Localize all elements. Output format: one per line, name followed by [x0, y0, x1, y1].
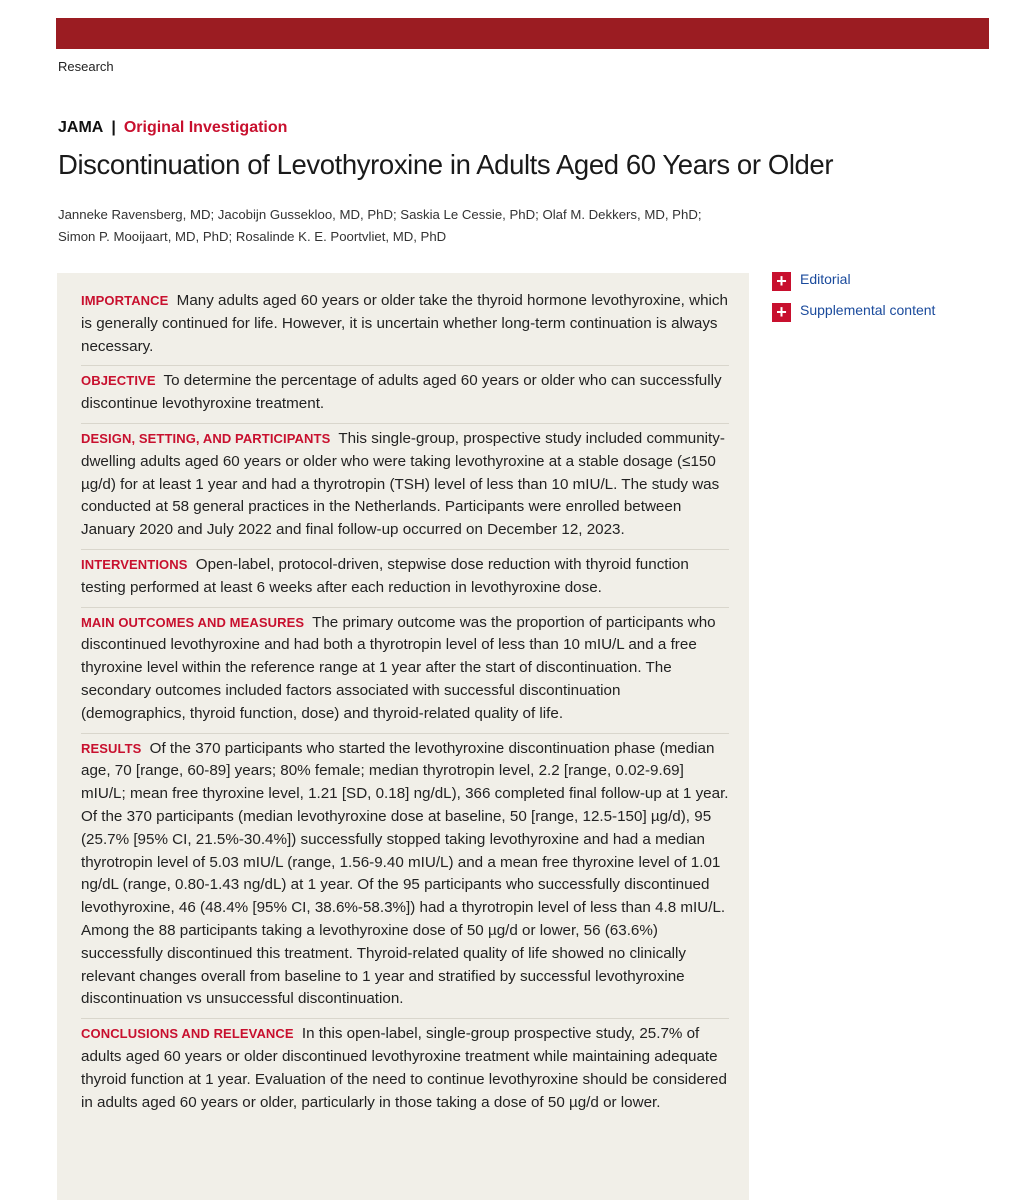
abstract-content [81, 290, 729, 1125]
abstract-interventions [81, 554, 729, 608]
editorial-link-label: Editorial [800, 271, 851, 287]
section-label: Research [58, 59, 114, 74]
author-list [58, 204, 758, 248]
abstract-results [81, 738, 729, 1020]
abstract-box [57, 273, 749, 1200]
abstract-heading: INTERVENTIONS [81, 556, 188, 572]
abstract-outcomes [81, 612, 729, 734]
abstract-objective [81, 370, 729, 424]
abstract-heading: MAIN OUTCOMES AND MEASURES [81, 614, 305, 630]
authors-line-1: Janneke Ravensberg, MD; Jacobijn Gussekloo, MD, PhD; Saskia Le Cessie, PhD; Olaf M. Dekkers, MD, PhD; [58, 207, 702, 222]
plus-icon: + [772, 303, 791, 322]
abstract-heading: DESIGN, SETTING, AND PARTICIPANTS [81, 430, 331, 446]
editorial-link[interactable] [772, 268, 935, 290]
authors-line-2: Simon P. Mooijaart, MD, PhD; Rosalinde K. E. Poortvliet, MD, PhD [58, 229, 447, 244]
abstract-text: Many adults aged 60 years or older take the thyroid hormone levothyroxine, which is generally continued for life. However, it is uncertain whether long-term continuation is always necessary. [81, 292, 728, 355]
abstract-conclusions [81, 1023, 729, 1121]
abstract-text: This single-group, prospective study included community-dwelling adults aged 60 years or older who were taking levothyroxine at a stable dosage (≤150 µg/d) for at least 1 year and had a thyrotropin (TSH) level of less than 10 mIU/L. The study was conducted at 58 general practices in the Netherlands. Participants were enrolled between January 2020 and July 2022 and final follow-up occurred on December 12, 2023. [81, 429, 725, 539]
abstract-text: In this open-label, single-group prospective study, 25.7% of adults aged 60 years or older discontinued levothyroxine treatment while maintaining adequate thyroid function at 1 year. Evaluation of the need to continue levothyroxine should be considered in adults aged 60 years or older, particularly in those taking a dose of 50 µg/d or lower. [81, 1025, 727, 1111]
supplemental-link-label: Supplemental content [800, 302, 936, 318]
abstract-text: Open-label, protocol-driven, stepwise dose reduction with thyroid function testing performed at least 6 weeks after each reduction in levothyroxine dose. [81, 555, 689, 596]
abstract-design [81, 428, 729, 550]
kicker-separator: | [111, 119, 116, 136]
abstract-heading: CONCLUSIONS AND RELEVANCE [81, 1026, 294, 1042]
abstract-text: The primary outcome was the proportion of participants who discontinued levothyroxine and had both a thyrotropin level of less than 10 mIU/L and a free thyroxine level within the reference range at 1 year after the start of discontinuation. The secondary outcomes included factors associated with successful discontinuation (demographics, thyroid function, dose) and thyroid-related quality of life. [81, 613, 716, 722]
article-title: Discontinuation of Levothyroxine in Adults Aged 60 Years or Older [58, 149, 834, 180]
header-color-bar [56, 18, 989, 49]
related-content-links [772, 268, 935, 330]
article-kicker [58, 119, 287, 137]
abstract-text: To determine the percentage of adults aged 60 years or older who can successfully discontinue levothyroxine treatment. [81, 372, 722, 413]
abstract-importance [81, 290, 729, 366]
supplemental-content-link[interactable] [772, 299, 935, 321]
abstract-heading: OBJECTIVE [81, 373, 156, 389]
article-type[interactable]: Original Investigation [123, 119, 288, 136]
abstract-text: Of the 370 participants who started the levothyroxine discontinuation phase (median age, 70 [range, 60-89] years; 80% female; median thyrotropin level, 2.2 [range, 0.02-9.69] mIU/L; mean free thyroxine level, 1.21 [SD, 0.18] ng/dL), 366 completed final follow-up at 1 year. Of the 370 participants (median levothyroxine dose at baseline, 50 [range, 12.5-150] µg/d), 95 (25.7% [95% CI, 21.5%-30.4%]) successfully stopped taking levothyroxine and had a median thyrotropin level of 5.03 mIU/L (range, 1.56-9.40 mIU/L) and a mean free thyroxine level of 1.01 ng/dL (range, 0.80-1.43 ng/dL) at 1 year. Of the 95 participants who successfully discontinued levothyroxine, 46 (48.4% [95% CI, 38.6%-58.3%]) had a thyrotropin level of less than 4.8 mIU/L. Among the 88 participants taking a levothyroxine dose of 50 µg/d or lower, 56 (63.6%) successfully discontinued this treatment. Thyroid-related quality of life showed no clinically relevant changes overall from baseline to 1 year and stratified by successful levothyroxine discontinuation vs unsuccessful discontinuation. [81, 739, 729, 1008]
journal-name: JAMA [58, 119, 104, 136]
abstract-heading: IMPORTANCE [81, 293, 169, 308]
abstract-heading: RESULTS [81, 740, 142, 756]
plus-icon: + [772, 272, 791, 291]
